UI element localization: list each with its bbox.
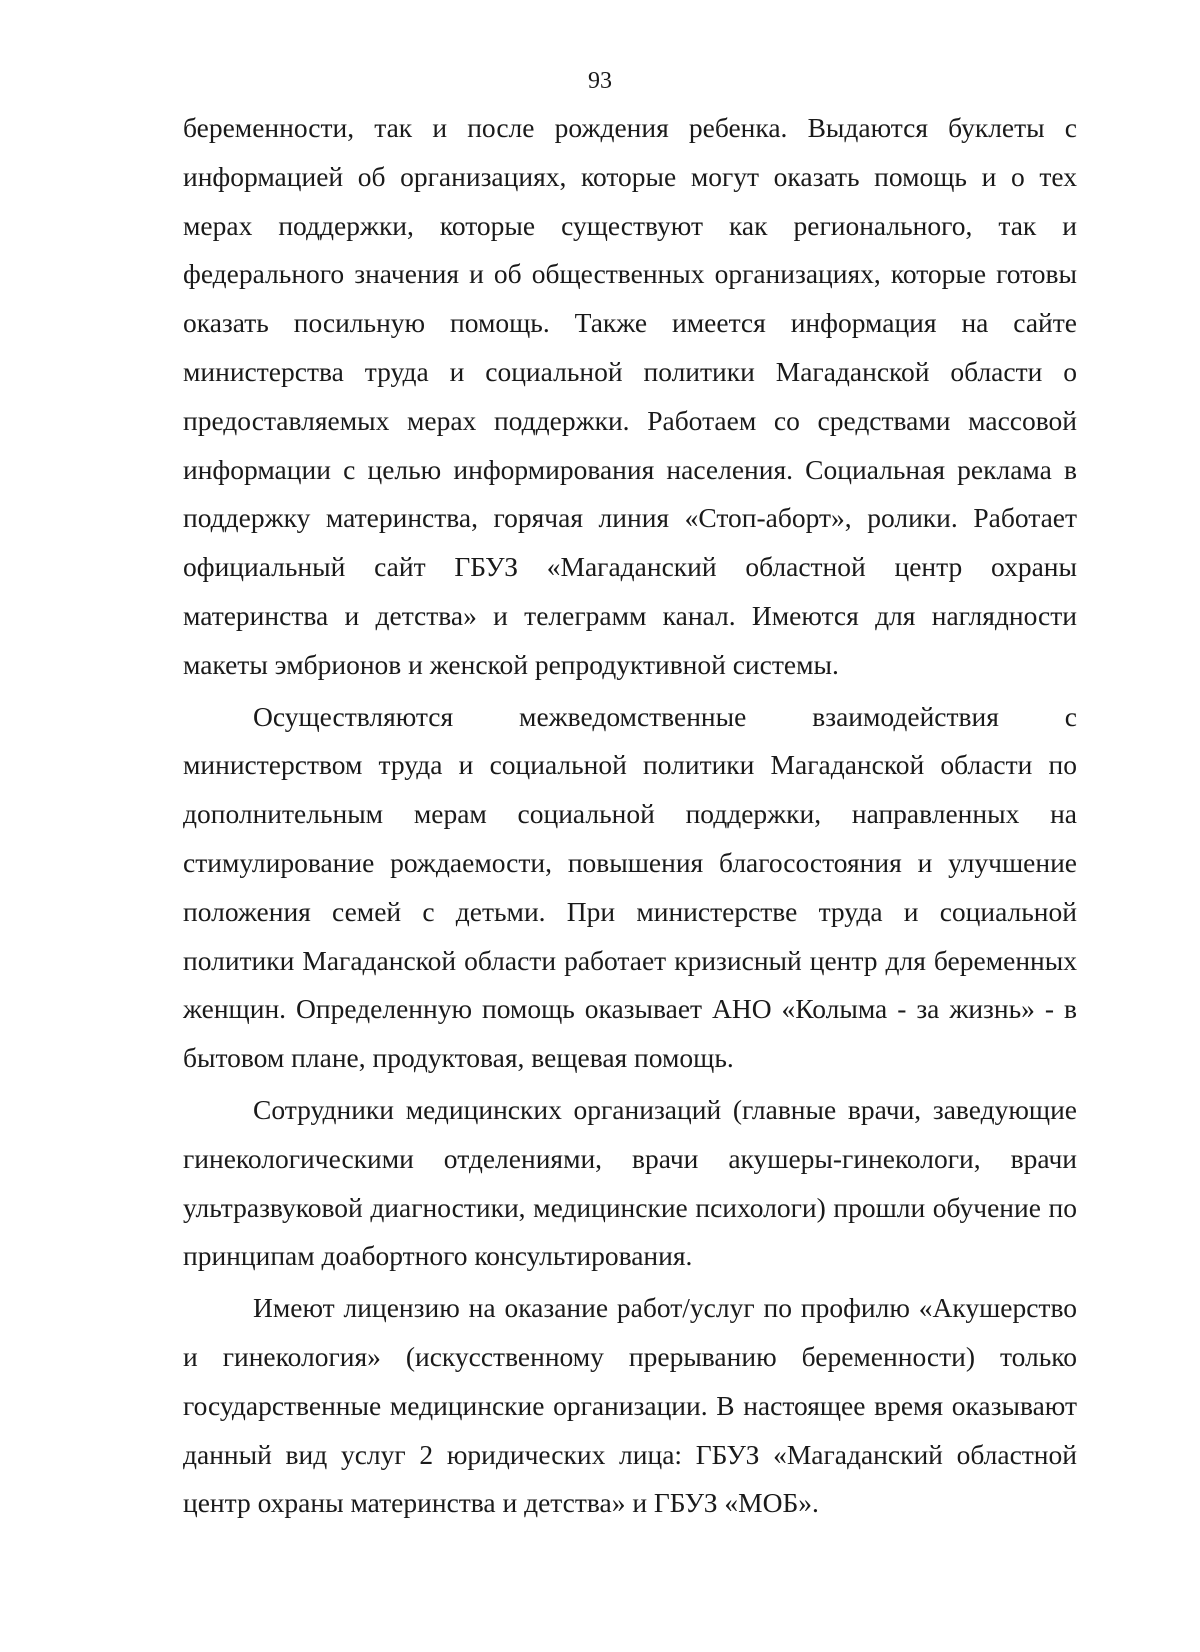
document-body [183, 104, 1077, 1528]
paragraph-licensing: Имеют лицензию на оказание работ/услуг по профилю «Акушерство и гинекология» (искусственному прерыванию беременности) только государственные медицинские организации. В настоящее время оказывают данный вид услуг 2 юридических лица: ГБУЗ «Магаданский областной центр охраны материнства и детства» и ГБУЗ «МОБ». [183, 1292, 1077, 1519]
paragraph-staff-training: Сотрудники медицинских организаций (главные врачи, заведующие гинекологическими отделениями, врачи акушеры-гинекологи, врачи ультразвуковой диагностики, медицинские психологи) прошли обучение по принципам доабортного консультирования. [183, 1093, 1077, 1272]
page-number: 93 [588, 68, 612, 94]
paragraph-interagency-cooperation: Осуществляются межведомственные взаимодействия с министерством труда и социальной политики Магаданской области по дополнительным мерам социальной поддержки, направленных на стимулирование рождаемости, повышения благосостояния и улучшение положения семей с детьми. При министерстве труда и социальной политики Магаданской области работает кризисный центр для беременных женщин. Определенную помощь оказывает АНО «Колыма - за жизнь» - в бытовом плане, продуктовая, вещевая помощь. [183, 700, 1077, 1074]
paragraph-continuation: беременности, так и после рождения ребенка. Выдаются буклеты с информацией об организациях, которые могут оказать помощь и о тех мерах поддержки, которые существуют как регионального, так и федерального значения и об общественных организациях, которые готовы оказать посильную помощь. Также имеется информация на сайте министерства труда и социальной политики Магаданской области о предоставляемых мерах поддержки. Работаем со средствами массовой информации с целью информирования населения. Социальная реклама в поддержку материнства, горячая линия «Стоп-аборт», ролики. Работает официальный сайт ГБУЗ «Магаданский областной центр охраны материнства и детства» и телеграмм канал. Имеются для наглядности макеты эмбрионов и женской репродуктивной системы. [183, 112, 1077, 680]
